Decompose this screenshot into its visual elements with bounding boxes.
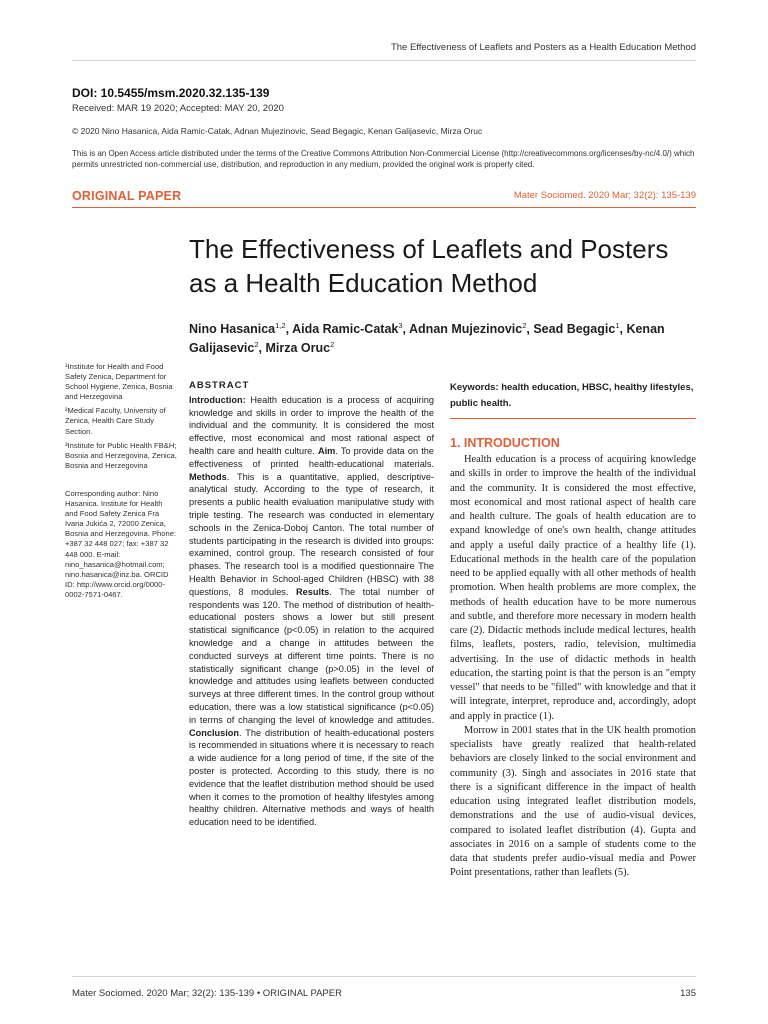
affiliation: ²Medical Faculty, University of Zenica, Health Care Study Section. <box>65 406 166 436</box>
label-divider <box>72 207 696 208</box>
paragraph: Health education is a process of acquiring knowledge and skills in order to improve the health of the individual and the community. It is considered the most effective, most economical and most rational aspect of health care and health culture. The goals of health education are to expand knowledge of one's own health, change attitudes and apply a useful daily practice of a healthy life (1). Educational methods in the health care of the population need to be applied equally with all other methods of health promotion. When health problems are more complex, the methods of health education have to be more numerous and subtle, and therefore more necessary in modern health care (2). Didactic methods include medical lectures, health films, leaflets, posters, radio, television, multimedia advertising. In the use of didactic methods in health education, the starting point is that the person is an "empty vessel" that needs to be "filled" with knowledge and that it will integrate, interpret, reproduce and, accordingly, adopt and apply in practice (1). <box>450 454 696 722</box>
author: Adnan Mujezinovic$^2$, <box>409 320 534 336</box>
author: Aida Ramic-Catak$^3$, <box>292 320 410 336</box>
article-title: The Effectiveness of Leaflets and Posters as a Health Education Method <box>189 234 669 298</box>
journal-citation: Mater Sociomed. 2020 Mar; 32(2): 135-139 <box>513 190 696 201</box>
license-notice: This is an Open Access article distributed under the terms of the Creative Commons Attribution Non-Commercial License (http://creativecommons.org/licenses/by-nc/4.0/) which permits unrestricted non-commercial use, distribution, and reproduction in any medium, provided the original work is properly cited. <box>72 149 695 169</box>
abstract-body: Introduction: Health education is a process of acquiring knowledge and skills in order to improve the health of the individual and the community. It is considered the most effective, most economical and most rational aspect of health care and health culture. Aim. To provide data on the effectiveness of printed health-educational materials. Methods. This is a quantitative, applied, descriptive-analytical study. According to the type of research, it presents a public health evaluation manipulative study with triple testing. The research was conducted in elementary schools in the Zenica-Doboj Canton. The total number of students participating in the research is divided into groups: examined, control group. The research consisted of four phases. The research tool is a modified questionnaire The Health Behavior in School-aged Children (HBSC) with 38 questions, 8 modules. Results. The total number of respondents was 120. The method of distribution of health-educational posters shows a lower but still present statistical significance (p<0.05) in relation to the acquired knowledge and a change in attitudes between the conducted surveys at different time points. There is no statistically significant change (p>0.05) in the level of knowledge and attitudes using leaflets between conducted surveys at three different times. In the control group without education, there was a low statistical significance (p<0.05) in terms of changing the level of knowledge and attitudes. Conclusion. The distribution of health-educational posters is recommended in situations where it is necessary to reach a wide audience for a long period of time, if the site of the poster is protected. According to this study, there is no evidence that the leaflet distribution method should be used when it comes to the promotion of healthy lifestyles among healthy children. Alternative methods and ways of health education need to be identified. <box>189 394 435 828</box>
paragraph: Morrow in 2001 states that in the UK health promotion specialists have greatly realized that health-related behaviors are closely linked to the social environment and community (3). Singh and associates in 2016 state that there is a significant difference in the impact of health education using integrated leaflet distribution models, demonstrations and the use of audio-visual devices, compared to isolated leaflet distribution (4). Gupta and associates in 2016 on a sample of students come to the data that students prefer audio-visual media and Power Point presentations, rather than leaflets (5). <box>450 724 696 879</box>
section-heading-introduction: 1. INTRODUCTION <box>450 436 560 450</box>
doi[interactable]: DOI: 10.5455/msm.2020.32.135-139 <box>72 86 270 100</box>
footer-divider <box>72 976 696 977</box>
footer-citation: Mater Sociomed. 2020 Mar; 32(2): 135-139 • ORIGINAL PAPER <box>72 988 342 999</box>
author: Mirza Oruc$^2$ <box>265 339 335 355</box>
page-number: 135 <box>680 988 696 999</box>
author: Nino Hasanica$^{1,2}$, <box>189 320 293 336</box>
affiliation: ³Institute for Public Health FB&H; Bosnia and Herzegovina, Zenica, Bosnia and Herzegovina <box>65 440 177 470</box>
keywords: Keywords: health education, HBSC, healthy lifestyles, public health. <box>450 382 694 409</box>
author: Kenan Galijasevic$^2$, <box>189 322 665 355</box>
introduction-body <box>450 453 696 881</box>
header-divider <box>72 60 696 61</box>
running-head: The Effectiveness of Leaflets and Posters as a Health Education Method <box>390 42 696 53</box>
copyright-notice: © 2020 Nino Hasanica, Aida Ramic-Catak, Adnan Mujezinovic, Sead Begagic, Kenan Galijasevic, Mirza Oruc <box>72 126 483 136</box>
author-list <box>189 320 699 358</box>
article-type-label: ORIGINAL PAPER <box>72 189 182 203</box>
abstract <box>189 380 434 829</box>
keywords-divider <box>450 418 696 419</box>
affiliation: ¹Institute for Health and Food Safety Zenica, Department for School Hygiene, Zenica, Bosnia and Herzegovina <box>65 362 173 402</box>
received-accepted-dates: Received: MAR 19 2020; Accepted: MAY 20, 2020 <box>72 103 284 114</box>
affiliations-sidebar <box>65 362 177 600</box>
abstract-heading: ABSTRACT <box>189 380 250 391</box>
author: Sead Begagic$^1$, <box>533 320 627 336</box>
corresponding-author: Corresponding author: Nino Hasanica. Institute for Health and Food Safety Zenica Fra Ivana Jukića 2, 72000 Zenica, Bosnia and Herzegovina. Phone: +387 32 448 027; fax: +387 32 448 000. E-mail: nino_hasanica@hotmail.com; nino.hasanica@inz.ba. ORCID ID: http://www.orcid.org/0000-0002-7571-0467. <box>65 488 177 599</box>
